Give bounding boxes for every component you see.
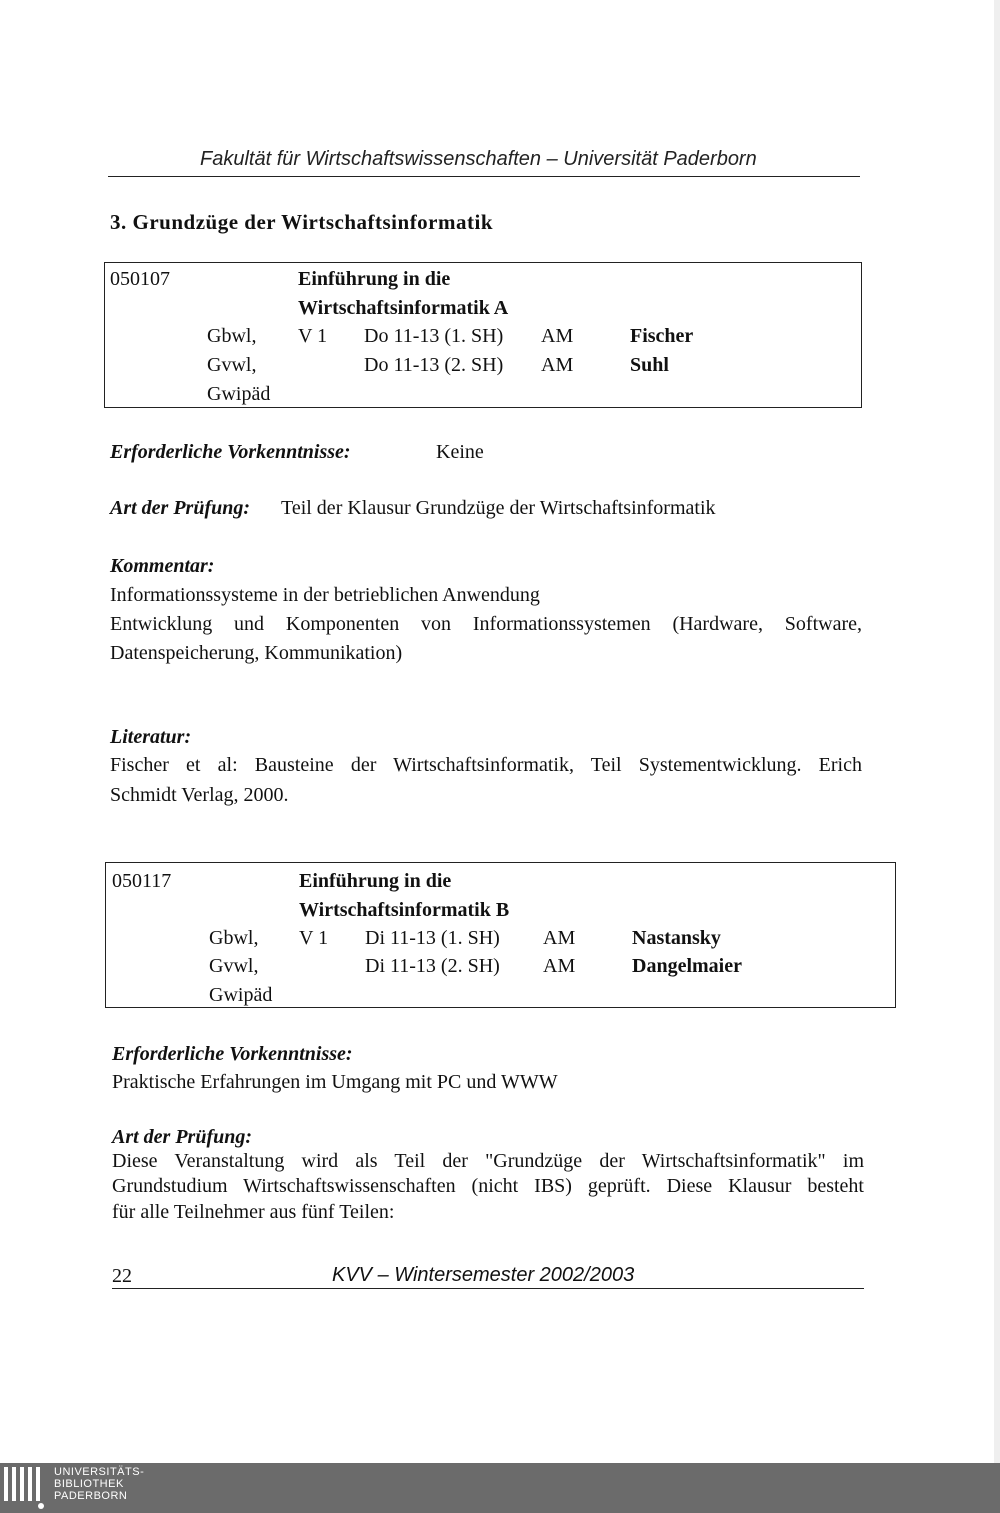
course-a-program: Gvwl, xyxy=(207,354,257,376)
course-b-prereq-label: Erforderliche Vorkenntnisse: xyxy=(112,1043,353,1065)
course-a-title-line2: Wirtschaftsinformatik A xyxy=(298,297,509,319)
course-a-comment-label: Kommentar: xyxy=(110,555,215,577)
course-b-session-lecturer: Nastansky xyxy=(632,927,721,949)
course-a-comment-line: Informationssysteme in der betrieblichen Anwendung xyxy=(110,584,540,606)
course-b-exam-label: Art der Prüfung: xyxy=(112,1126,253,1148)
course-a-literature-line: Fischer et al: Bausteine der Wirtschaftsinformatik, Teil Systementwicklung. Erich xyxy=(110,754,862,776)
course-b-title-line1: Einführung in die xyxy=(299,870,452,892)
course-b-program: Gwipäd xyxy=(209,984,273,1006)
course-a-literature-label: Literatur: xyxy=(110,726,192,748)
course-b-exam-line: Diese Veranstaltung wird als Teil der "Grundzüge der Wirtschaftsinformatik" im xyxy=(112,1150,864,1172)
library-name xyxy=(54,1466,144,1502)
library-banner xyxy=(0,1463,1000,1513)
course-b-exam-line: für alle Teilnehmer aus fünf Teilen: xyxy=(112,1201,395,1223)
course-a-literature-line: Schmidt Verlag, 2000. xyxy=(110,784,289,806)
course-b-program: Gbwl, xyxy=(209,927,259,949)
course-a-comment-line: Datenspeicherung, Kommunikation) xyxy=(110,642,403,664)
library-logo-icon xyxy=(4,1467,40,1509)
course-a-session-lecturer: Suhl xyxy=(630,354,669,376)
course-a-comment-line: Entwicklung und Komponenten von Informationssystemen (Hardware, Software, xyxy=(110,613,862,635)
course-b-number: 050117 xyxy=(112,870,172,892)
course-b-session-room: AM xyxy=(543,927,576,949)
course-a-session-room: AM xyxy=(541,325,574,347)
course-a-session-time: Do 11-13 (2. SH) xyxy=(364,354,504,376)
course-b-prereq-text: Praktische Erfahrungen im Umgang mit PC und WWW xyxy=(112,1071,558,1093)
course-b-program: Gvwl, xyxy=(209,955,259,977)
library-name-line: UNIVERSITÄTS- xyxy=(54,1466,145,1478)
course-a-title-line1: Einführung in die xyxy=(298,268,451,290)
course-a-prereq-label: Erforderliche Vorkenntnisse: xyxy=(110,441,351,463)
course-a-exam-label: Art der Prüfung: xyxy=(110,497,251,519)
course-a-session-lecturer: Fischer xyxy=(630,325,694,347)
header-rule xyxy=(108,176,860,177)
course-a-session-room: AM xyxy=(541,354,574,376)
course-a-number: 050107 xyxy=(110,268,170,290)
section-heading: 3. Grundzüge der Wirtschaftsinformatik xyxy=(110,210,494,234)
scan-edge xyxy=(994,0,1000,1463)
course-a-session-time: Do 11-13 (1. SH) xyxy=(364,325,504,347)
course-b-type: V 1 xyxy=(299,927,329,949)
course-b-session-room: AM xyxy=(543,955,576,977)
course-b-exam-line: Grundstudium Wirtschaftswissenschaften (nicht IBS) geprüft. Diese Klausur besteht xyxy=(112,1175,864,1197)
footer-title: KVV – Wintersemester 2002/2003 xyxy=(332,1264,635,1286)
footer-rule xyxy=(112,1288,864,1289)
course-a-exam-text: Teil der Klausur Grundzüge der Wirtschaftsinformatik xyxy=(281,497,716,519)
course-a-prereq-text: Keine xyxy=(436,441,484,463)
course-a-type: V 1 xyxy=(298,325,328,347)
course-b-session-time: Di 11-13 (2. SH) xyxy=(365,955,500,977)
library-name-line: BIBLIOTHEK xyxy=(54,1478,124,1490)
library-logo-dot-icon xyxy=(38,1503,44,1509)
course-b-title-line2: Wirtschaftsinformatik B xyxy=(299,899,510,921)
footer-page-number: 22 xyxy=(112,1265,132,1287)
course-a-program: Gwipäd xyxy=(207,383,271,405)
course-b-session-lecturer: Dangelmaier xyxy=(632,955,742,977)
course-a-program: Gbwl, xyxy=(207,325,257,347)
library-name-line: PADERBORN xyxy=(54,1490,128,1502)
page-header-title: Fakultät für Wirtschaftswissenschaften – Universität Paderborn xyxy=(200,148,757,170)
course-b-session-time: Di 11-13 (1. SH) xyxy=(365,927,500,949)
